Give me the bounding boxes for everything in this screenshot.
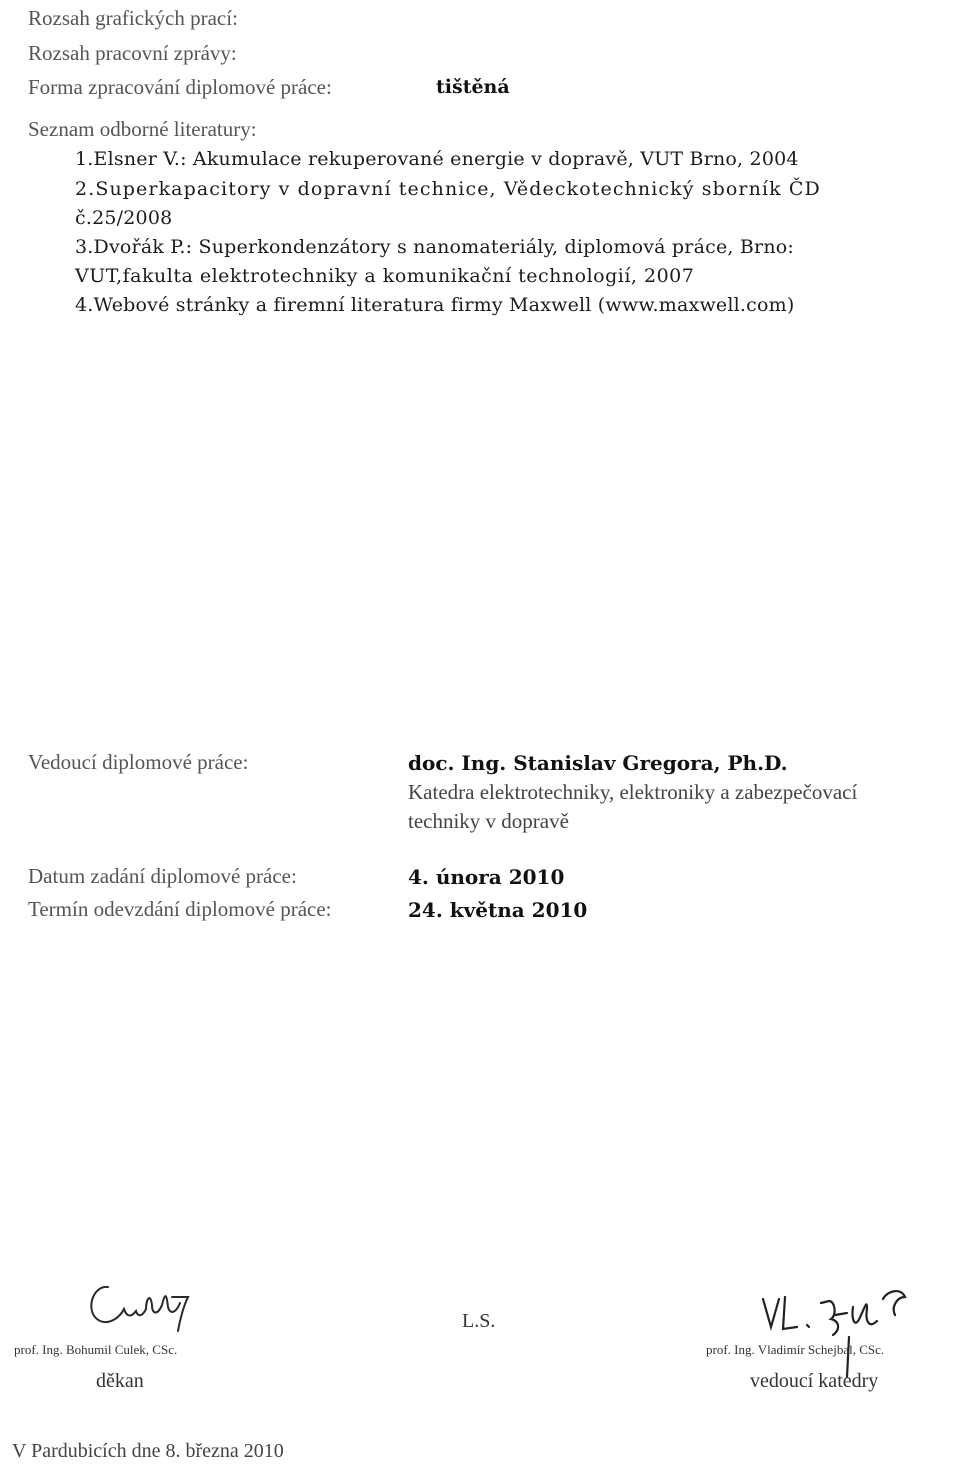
reference-item: 3.Dvořák P.: Superkondenzátory s nanomateriály, diplomová práce, Brno: (75, 236, 794, 258)
dean-name: prof. Ing. Bohumil Culek, CSc. (14, 1342, 178, 1357)
rozsah-zpravy-label: Rozsah pracovní zprávy: (28, 41, 237, 65)
dean-role: děkan (96, 1370, 144, 1392)
reference-item: 1.Elsner V.: Akumulace rekuperované energie v dopravě, VUT Brno, 2004 (75, 148, 799, 170)
dean-signature (80, 1275, 210, 1335)
vedouci-name: doc. Ing. Stanislav Gregora, Ph.D. (408, 751, 788, 775)
seznam-literatury-label: Seznam odborné literatury: (28, 117, 257, 141)
forma-zpracovani-value: tištěná (436, 76, 510, 98)
head-role: vedoucí katedry (750, 1370, 879, 1392)
reference-item: 4.Webové stránky a firemní literatura firmy Maxwell (www.maxwell.com) (75, 294, 795, 316)
datum-zadani-value: 4. února 2010 (408, 865, 565, 889)
head-signature (755, 1285, 925, 1380)
katedra-line-2: techniky v dopravě (408, 809, 569, 833)
termin-odevzdani-label: Termín odevzdání diplomové práce: (28, 897, 332, 921)
datum-zadani-label: Datum zadání diplomové práce: (28, 864, 297, 888)
ls-stamp-label: L.S. (462, 1310, 496, 1332)
reference-item: č.25/2008 (75, 207, 173, 229)
forma-zpracovani-label: Forma zpracování diplomové práce: (28, 75, 332, 99)
head-name: prof. Ing. Vladimír Schejbal, CSc. (706, 1342, 885, 1357)
reference-item: 2.Superkapacitory v dopravní technice, Vědeckotechnický sborník ČD (75, 178, 821, 200)
reference-item: VUT,fakulta elektrotechniky a komunikační technologií, 2007 (75, 265, 695, 287)
katedra-line-1: Katedra elektrotechniky, elektroniky a zabezpečovací (408, 780, 858, 804)
place-date: V Pardubicích dne 8. března 2010 (12, 1440, 284, 1462)
termin-odevzdani-value: 24. května 2010 (408, 898, 588, 922)
vedouci-label: Vedoucí diplomové práce: (28, 750, 249, 774)
rozsah-grafickych-label: Rozsah grafických prací: (28, 6, 238, 30)
